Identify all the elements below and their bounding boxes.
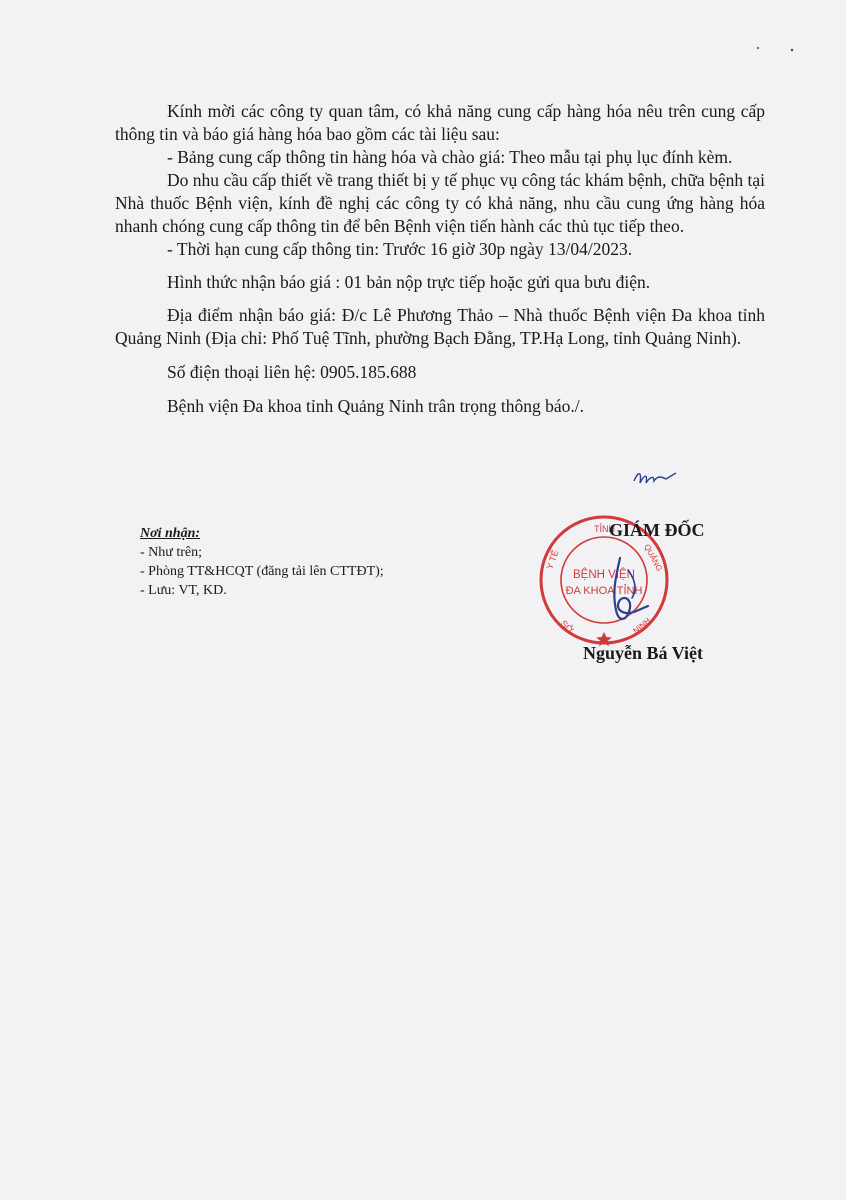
stamp-line: ĐA KHOA TỈNH xyxy=(565,585,643,597)
letter-body xyxy=(115,100,765,418)
recipient-item: - Như trên; xyxy=(140,545,203,560)
scan-specks xyxy=(750,40,810,60)
paragraph-closing: Bệnh viện Đa khoa tỉnh Quảng Ninh trân trọng thông báo./. xyxy=(167,396,585,416)
recipients-title: Nơi nhận: xyxy=(140,526,201,541)
signatory-title: GIÁM ĐỐC xyxy=(609,520,705,540)
recipients-block xyxy=(140,524,500,600)
paragraph-submission-form: Hình thức nhận báo giá : 01 bản nộp trực tiếp hoặc gửi qua bưu điện. xyxy=(167,272,651,292)
handwritten-initial xyxy=(632,467,678,489)
paragraph-price-table: - Bảng cung cấp thông tin hàng hóa và chào giá: Theo mẫu tại phụ lục đính kèm. xyxy=(167,147,733,167)
stamp-ring-text: NINH xyxy=(631,616,653,636)
paragraph-urgent-need: Do nhu cầu cấp thiết về trang thiết bị y tế phục vụ công tác khám bệnh, chữa bệnh tại Nhà thuốc Bệnh viện, kính đề nghị các công ty có khả năng, nhu cầu cung ứng hàng hóa nhanh chóng cung cấp thông tin để bên Bệnh viện tiến hành các thủ tục tiếp theo. xyxy=(115,170,765,236)
recipient-item: - Phòng TT&HCQT (đăng tải lên CTTĐT); xyxy=(140,564,384,579)
stamp-ring-text: SỞ xyxy=(558,618,576,636)
recipient-item: - Lưu: VT, KD. xyxy=(140,583,227,598)
stamp-ring-text: QUẢNG xyxy=(642,542,664,573)
paragraph-submission-address: Địa điểm nhận báo giá: Đ/c Lê Phương Thảo – Nhà thuốc Bệnh viện Đa khoa tỉnh Quảng Ninh (Địa chỉ: Phố Tuệ Tĩnh, phường Bạch Đằng, TP.Hạ Long, tỉnh Quảng Ninh). xyxy=(115,305,765,348)
paragraph-invitation: Kính mời các công ty quan tâm, có khả năng cung cấp hàng hóa nêu trên cung cấp thông tin và báo giá hàng hóa bao gồm các tài liệu sau: xyxy=(115,101,765,144)
signatory-name: Nguyễn Bá Việt xyxy=(583,643,704,663)
stamp-line: BỆNH VIỆN xyxy=(573,569,635,581)
paragraph-deadline: - Thời hạn cung cấp thông tin: Trước 16 giờ 30p ngày 13/04/2023. xyxy=(167,239,633,259)
paragraph-contact-phone: Số điện thoại liên hệ: 0905.185.688 xyxy=(167,362,417,382)
stamp-ring-text: TỈNH xyxy=(594,524,615,534)
handwritten-signature xyxy=(590,550,670,630)
stamp-ring-text: Y TẾ xyxy=(544,548,561,571)
